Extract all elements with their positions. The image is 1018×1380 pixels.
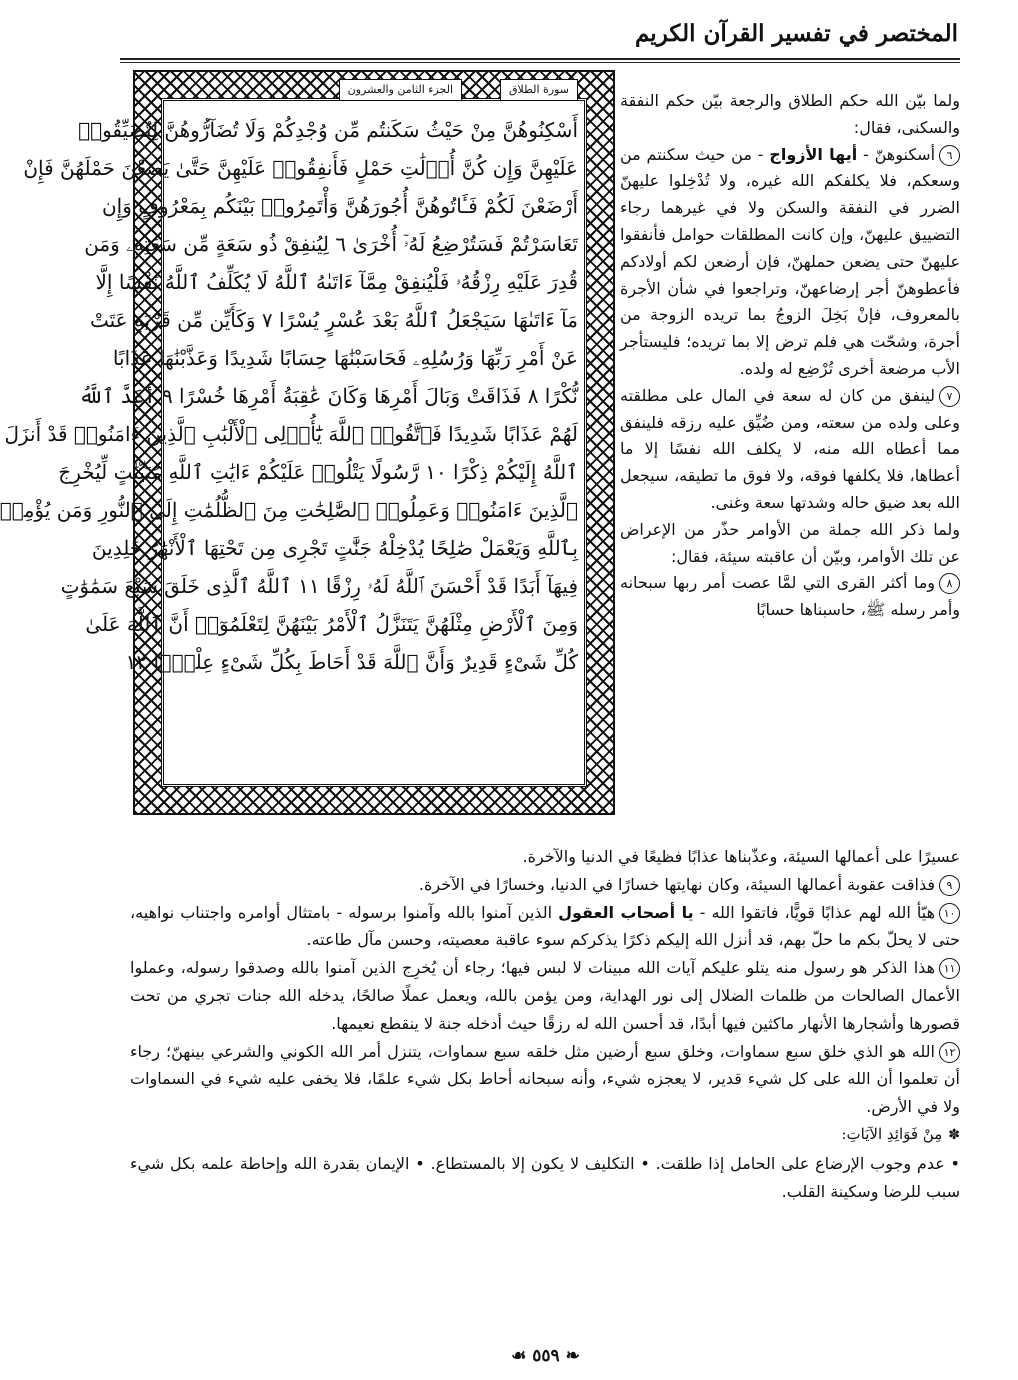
verse-number-7: ٧ xyxy=(939,386,960,407)
quran-text xyxy=(0,111,578,681)
quran-line: بِٱللَّهِ وَيَعْمَلْ صَٰلِحًا يُدْخِلْهُ جَنَّٰتٍ تَجْرِى مِن تَحْتِهَا ٱلْأَنْهَٰرُ خَٰلِدِينَ xyxy=(91,536,578,560)
quran-line: فِيهَآ أَبَدًا قَدْ أَحْسَنَ ٱللَّهُ لَهُۥ رِزْقًا ١١ ٱللَّهُ ٱلَّذِى خَلَقَ سَبْعَ سَمَٰوَٰتٍ xyxy=(60,574,578,598)
verse-11-tafsir: ١١هذا الذكر هو رسول منه يتلو عليكم آيات الله مبينات لا لبس فيها؛ رجاء أن يُخرِج الذين آمنوا بالله وصدقوا رسوله، وعملوا الأعمال الصالحات من ظلمات الضلال إلى نور الهداية، ومن يؤمن بالله، ويعمل عملًا صالحًا، يدخله الله جنات تجري من تحت قصورها وأشجارها الأنهار ماكثين فيها أبدًا، قد أحسن الله له رزقًا حيث أدخله جنة لا ينقطع نعيمها. xyxy=(130,958,960,1033)
quran-line: عَلَيْهِنَّ وَإِن كُنَّ أُو۟لَٰتِ حَمْلٍ فَأَنفِقُوا۟ عَلَيْهِنَّ حَتَّىٰ يَضَعْنَ حَمْلَهُنَّ فَإِنْ xyxy=(23,156,578,180)
tafsir-right-column xyxy=(620,88,960,624)
tafsir-full-width xyxy=(130,843,960,1205)
quran-line: عَنْ أَمْرِ رَبِّهَا وَرُسُلِهِۦ فَحَاسَبْنَٰهَا حِسَابًا شَدِيدًا وَعَذَّبْنَٰهَا عَذَابًا xyxy=(112,346,578,370)
quran-line: لَهُمْ عَذَابًا شَدِيدًا فَٱتَّقُوا۟ ٱللَّهَ يَٰٓأُو۟لِى ٱلْأَلْبَٰبِ ٱلَّذِينَ ءَامَنُوا۟ قَدْ أَنزَلَ xyxy=(4,422,578,446)
quran-line: أَسْكِنُوهُنَّ مِنْ حَيْثُ سَكَنتُم مِّن وُجْدِكُمْ وَلَا تُضَآرُّوهُنَّ لِتُضَيِّقُوا۟ xyxy=(78,118,578,142)
header-divider-thin xyxy=(120,62,960,63)
quran-line: مَآ ءَاتَىٰهَا سَيَجْعَلُ ٱللَّهُ بَعْدَ عُسْرٍ يُسْرًا ٧ وَكَأَيِّن مِّن قَرْيَةٍ عَتَتْ xyxy=(89,308,578,332)
verse-9-tafsir: ٩فذاقت عقوبة أعمالها السيئة، وكان نهايتها خسارًا في الدنيا، وخسارًا في الآخرة. xyxy=(130,871,960,899)
quran-line: نُّكْرًا ٨ فَذَاقَتْ وَبَالَ أَمْرِهَا وَكَانَ عَٰقِبَةُ أَمْرِهَا خُسْرًا ٩ أَعَدَّ ٱللَّهُ xyxy=(78,384,578,408)
surah-label: سورة الطلاق xyxy=(500,79,578,101)
quran-frame-inner xyxy=(0,83,587,787)
verse-number-11: ١١ xyxy=(939,958,960,979)
ornament-right-icon: ☙ xyxy=(511,1346,527,1366)
verse-number-9: ٩ xyxy=(939,875,960,896)
verse-8-tafsir-end: عسيرًا على أعمالها السيئة، وعذّبناها عذابًا فظيعًا في الدنيا والآخرة. xyxy=(522,847,960,866)
benefits-heading: ✽مِنْ فَوَائِدِ الآيَاتِ: xyxy=(841,1124,960,1143)
quran-line: وَمِنَ ٱلْأَرْضِ مِثْلَهُنَّ يَتَنَزَّلُ ٱلْأَمْرُ بَيْنَهُنَّ لِتَعْلَمُوٓا۟ أَنَّ ٱللَّهَ عَلَىٰ xyxy=(85,612,578,636)
juz-label: الجزء الثامن والعشرون xyxy=(339,79,462,101)
benefits-list: • عدم وجوب الإرضاع على الحامل إذا طلقت. • التكليف لا يكون إلا بالمستطاع. • الإيمان بقدرة الله وإحاطة علمه بكل شيء سبب للرضا وسكينة القلب. xyxy=(130,1153,960,1201)
verse-7-tafsir: ٧لينفق من كان له سعة في المال على مطلقته وعلى ولده من سعته، ومن ضُيِّق عليه رزقه فلينفق مما أعطاه الله منه، لا يكلف الله نفسًا إلا ما أعطاها، فلا يكلفها فوقه، ولا فوق ما تطيقه، سيجعل الله بعد ضيق حاله وشدتها سعة وغنى. xyxy=(620,385,960,512)
quran-line: ٱلَّذِينَ ءَامَنُوا۟ وَعَمِلُوا۟ ٱلصَّٰلِحَٰتِ مِنَ ٱلظُّلُمَٰتِ إِلَى ٱلنُّورِ وَمَن يُؤْمِنۢ xyxy=(0,498,578,522)
verse-6-tafsir: ٦أسكنوهنّ - أيها الأزواج - من حيث سكنتم من وسعكم، فلا يكلفكم الله غيره، ولا تُدْخِلوا عليهنّ الضرر في النفقة والسكن ولا في غيرهما رجاء التضييق عليهنّ، وإن كانت المطلقات حوامل فأنفقوا عليهنّ حتى يضعن حملهنّ، فإن أرضعن لكم أولادكم فأعطوهنّ أجر إرضاعهنّ، وتراجعوا في شأن الأجرة بالمعروف، فإنْ بَخِلَ الزوجُ بما تريده الزوجة من أجرة، وشحّت هي فلم ترض إلا بما تريده؛ فليستأجر الأب مرضعة أخرى تُرْضِع له ولده. xyxy=(620,144,960,378)
quran-frame xyxy=(0,70,615,815)
quran-line: كُلِّ شَىْءٍ قَدِيرٌ وَأَنَّ ٱللَّهَ قَدْ أَحَاطَ بِكُلِّ شَىْءٍ عِلْمًۢا ١٢ xyxy=(125,650,578,674)
page-number: ❧ ٥٥٩ ☙ xyxy=(511,1346,580,1366)
verse-number-10: ١٠ xyxy=(939,903,960,924)
verse-number-12: ١٢ xyxy=(939,1042,960,1063)
verse-12-tafsir: ١٢الله هو الذي خلق سبع سماوات، وخلق سبع أرضين مثل خلقه سبع سماوات، يتنزل أمر الله الكوني والشرعي بينهنّ؛ رجاء أن تعلموا أن الله على كل شيء قدير، لا يعجزه شيء، وأنه سبحانه أحاط بكل شيء علمًا، فلا يخفى عليه شيء في السماوات ولا في الأرض. xyxy=(130,1041,960,1117)
intro-paragraph: ولما بيّن الله حكم الطلاق والرجعة بيّن حكم النفقة والسكنى، فقال: xyxy=(620,91,960,137)
verse-8-tafsir-start: ٨وما أكثر القرى التي لمَّا عصت أمر ربها سبحانه وأمر رسله ﷺ، حاسبناها حسابًا xyxy=(620,573,960,620)
verse-10-tafsir: ١٠هيّأ الله لهم عذابًا قويًّا، فاتقوا الله - يا أصحاب العقول الذين آمنوا بالله وآمنوا برسوله - بامتثال أوامره واجتناب نواهيه، حتى لا يحلّ بكم ما حلّ بهم، قد أنزل الله إليكم ذكرًا يذكركم سوء عاقبة معصيته، وحسن مآل طاعته. xyxy=(130,902,960,950)
bridge-paragraph: ولما ذكر الله جملة من الأوامر حذّر من الإعراض عن تلك الأوامر، وبيّن أن عاقبته سيئة، فقال: xyxy=(620,519,960,566)
flower-icon: ✽ xyxy=(948,1126,960,1143)
quran-line: ٱللَّهُ إِلَيْكُمْ ذِكْرًا ١٠ رَّسُولًا يَتْلُوا۟ عَلَيْكُمْ ءَايَٰتِ ٱللَّهِ مُبَيِّنَٰتٍ لِّيُخْرِجَ xyxy=(58,460,578,484)
verse-number-6: ٦ xyxy=(939,145,960,166)
quran-line: قُدِرَ عَلَيْهِ رِزْقُهُۥ فَلْيُنفِقْ مِمَّآ ءَاتَىٰهُ ٱللَّهُ لَا يُكَلِّفُ ٱللَّهُ نَفْسًا إِلَّا xyxy=(95,270,578,294)
header-divider xyxy=(120,58,960,60)
ornament-left-icon: ❧ xyxy=(565,1346,580,1366)
page-header-title: المختصر في تفسير القرآن الكريم xyxy=(635,20,958,47)
quran-line: تَعَاسَرْتُمْ فَسَتُرْضِعُ لَهُۥٓ أُخْرَىٰ ٦ لِيُنفِقْ ذُو سَعَةٍ مِّن سَعَتِهِۦ وَمَن xyxy=(84,232,578,256)
verse-number-8: ٨ xyxy=(939,573,960,594)
quran-line: أَرْضَعْنَ لَكُمْ فَـَٔاتُوهُنَّ أُجُورَهُنَّ وَأْتَمِرُوا۟ بَيْنَكُم بِمَعْرُوفٍ وَإِن xyxy=(101,194,578,218)
